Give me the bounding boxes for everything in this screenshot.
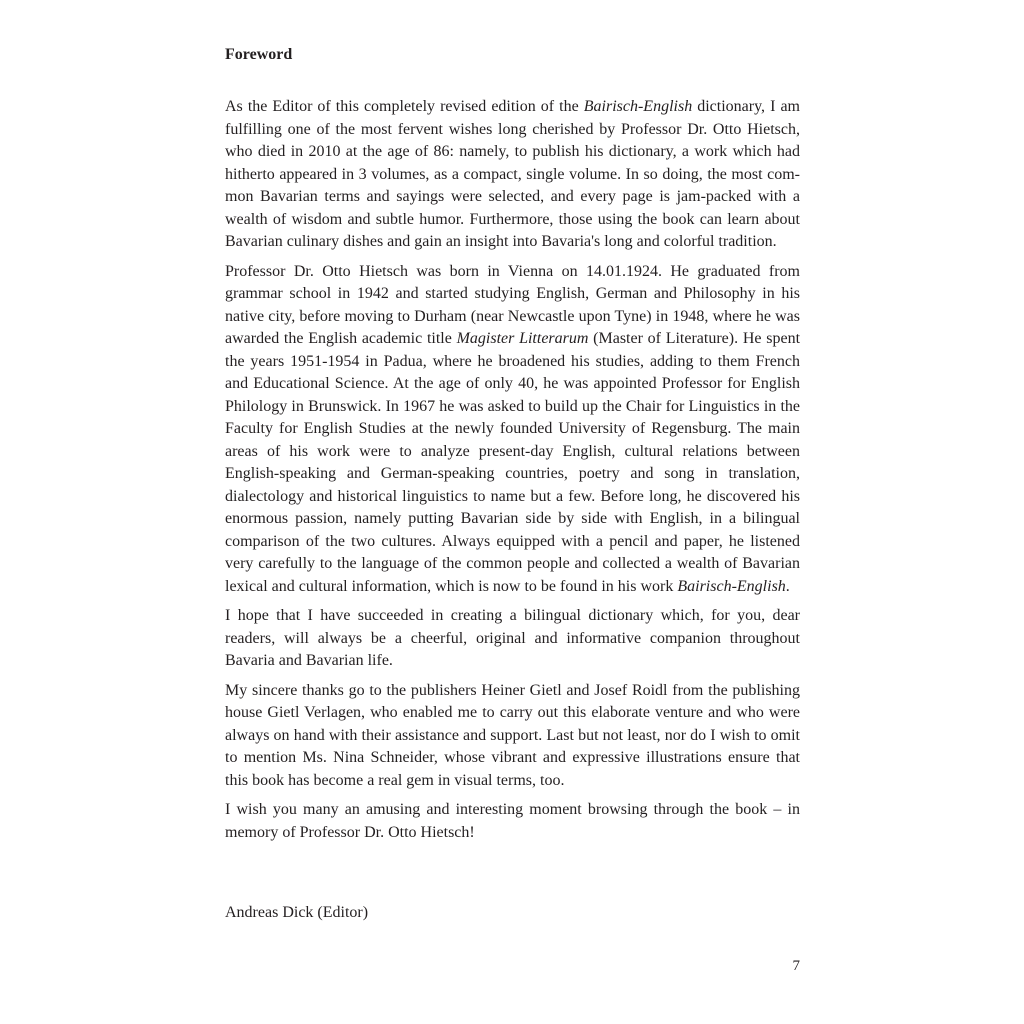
- text-run: My sincere thanks go to the publishers Heiner Gietl and Josef Roidl from the publishing house Gietl Verlagen, who enabled me to carry out this elaborate venture and who were always on hand with their assistance and support. Last but not least, nor do I wish to omit to mention Ms. Nina Schneider, whose vibrant and expressive illustrations ensure that this book has become a real gem in visual terms, too.: [225, 681, 800, 789]
- paragraph: [225, 680, 800, 793]
- signature: Andreas Dick (Editor): [225, 904, 369, 921]
- foreword-body: [225, 96, 800, 851]
- paragraph: [225, 605, 800, 673]
- text-run: I hope that I have succeeded in creating a bilingual dictionary which, for you, dear readers, will always be a cheerful, original and informative companion throughout Bavaria and Bavarian life.: [225, 607, 800, 669]
- text-run: .: [785, 577, 790, 595]
- paragraph: [225, 261, 800, 599]
- text-run: I wish you many an amusing and interesting moment browsing through the book – in memory of Professor Dr. Otto Hietsch!: [225, 801, 800, 841]
- italic-title: Magister Litterarum: [456, 330, 589, 347]
- text-run: (Master of Literature). He spent the years 1951-1954 in Padua, where he broadened his studies, adding to them French and Educational Science. At the age of only 40, he was appointed Professor for English Philology in Brunswick. In 1967 he was asked to build up the Chair for Linguistics in the Faculty for English Studies at the newly founded University of Regensburg. The main areas of his work were to analyze present-day English, cultural relations between English-speaking and German-speaking countries, poetry and song in translation, dialectology and historical linguistics to name but a few. Before long, he discovered his enormous passion, namely putting Bavarian side by side with English, in a bilingual comparison of the two cultures. Always equipped with a pencil and paper, he listened very carefully to the language of the common people and collected a wealth of Bavarian lexical and cultural information, which is now to be found in his work: [225, 330, 801, 595]
- text-run: Professor Dr. Otto Hietsch was born in Vienna on 14.01.1924. He graduated from grammar school in 1942 and started studying English, German and Philosophy in his native city, before moving to Durham (near Newcastle upon Tyne) in 1948, where he was awarded the English academic title: [225, 262, 800, 347]
- text-run: dictionary, I am fulfilling one of the most fervent wishes long cherished by Professor Dr. Otto Hietsch, who died in 2010 at the age of 86: namely, to publish his dictionary, a work which had hitherto appeared in 3 volumes, as a compact, single volume. In so doing, the most common Bavarian terms and sayings were selected, and every page is jam-packed with a wealth of wisdom and subtle humor. Furthermore, those using the book can learn about Bavarian culinary dishes and gain an insight into Bavaria's long and colorful tradition.: [225, 98, 801, 250]
- italic-title: Bairisch-English: [677, 577, 786, 595]
- page-title: Foreword: [225, 46, 293, 63]
- paragraph: [225, 799, 800, 844]
- paragraph: [225, 96, 800, 254]
- text-run: As the Editor of this completely revised edition of the: [225, 98, 584, 115]
- italic-title: Bairisch-English: [583, 98, 693, 115]
- page-number: 7: [792, 958, 800, 974]
